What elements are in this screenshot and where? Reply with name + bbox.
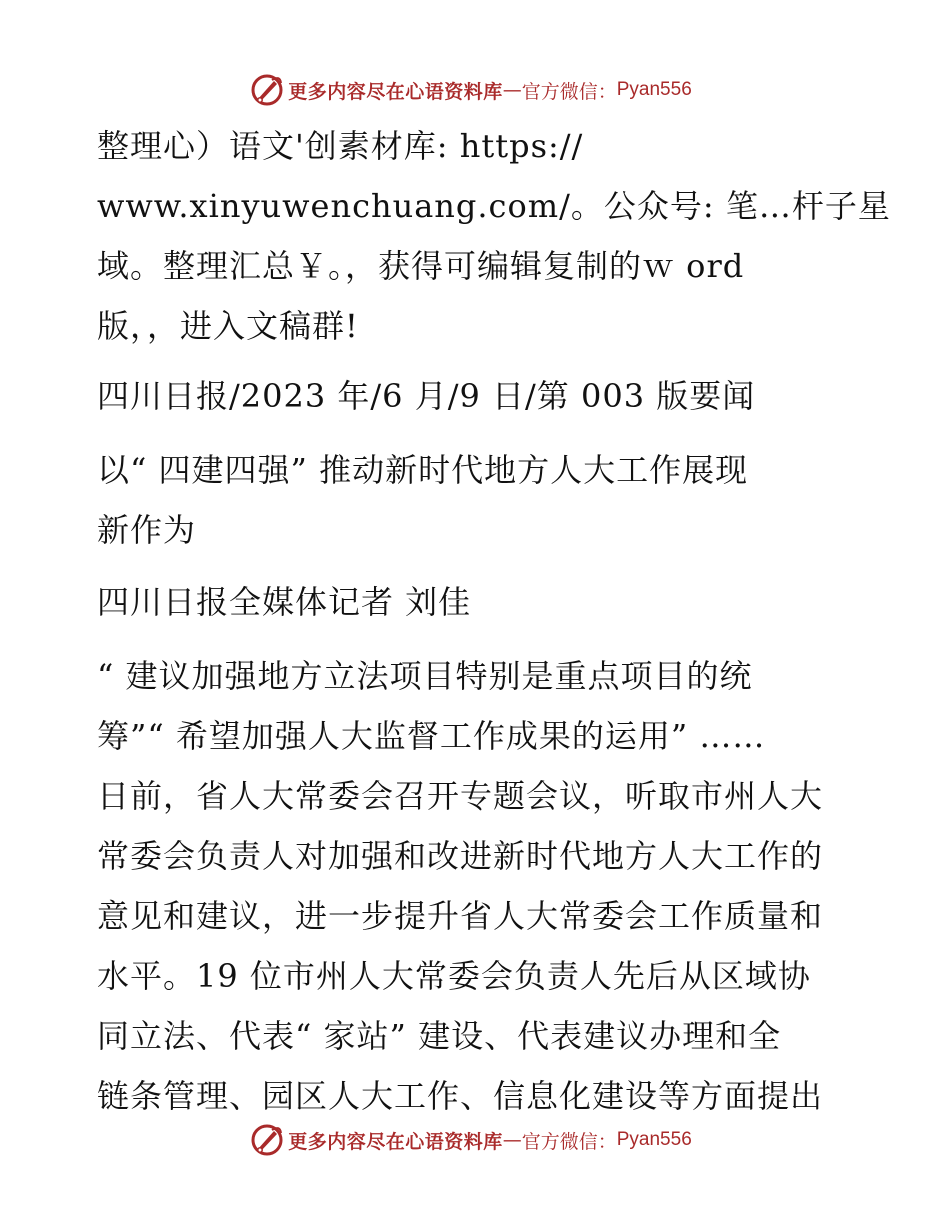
body-line: “ 建议加强地方立法项目特别是重点项目的统 xyxy=(97,657,753,695)
banner-wechat-id: Pyan556 xyxy=(616,1129,692,1150)
headline xyxy=(97,440,857,560)
body-line: 常委会负责人对加强和改进新时代地方人大工作的 xyxy=(97,837,824,875)
banner-dash: — xyxy=(502,79,522,101)
body-line: 同立法、代表“ 家站” 建设、代表建议办理和全 xyxy=(97,1017,782,1055)
footer-banner xyxy=(0,1120,950,1160)
banner-wechat-id: Pyan556 xyxy=(616,79,692,100)
source-info xyxy=(97,366,857,426)
quill-logo-icon xyxy=(250,1123,284,1157)
banner-content xyxy=(250,73,692,107)
headline-line: 以“ 四建四强” 推动新时代地方人大工作展现 xyxy=(97,451,749,489)
intro-line: www.xinyuwenchuang.com/。公众号: 笔…杆子星 xyxy=(97,187,891,225)
banner-dash: — xyxy=(502,1129,522,1151)
byline xyxy=(97,572,857,632)
body-line: 日前，省人大常委会召开专题会议，听取市州人大 xyxy=(97,777,824,815)
body-line: 筹”“ 希望加强人大监督工作成果的运用” …… xyxy=(97,717,766,755)
body-line: 链条管理、园区人大工作、信息化建设等方面提出 xyxy=(97,1077,824,1115)
body-paragraph xyxy=(97,646,857,1126)
banner-content xyxy=(250,1123,692,1157)
intro-line: 版，，进入文稿群! xyxy=(97,307,359,345)
quill-logo-icon xyxy=(250,73,284,107)
intro-line: 域。整理汇总￥。，获得可编辑复制的ｗ ord xyxy=(97,247,745,285)
banner-title: 更多内容尽在心语资料库 xyxy=(288,80,503,103)
intro-paragraph xyxy=(97,116,891,356)
source-line: 四川日报/2023 年/6 月/9 日/第 003 版要闻 xyxy=(97,377,756,415)
intro-line: 整理心）语文'创素材库: https:// xyxy=(97,127,584,165)
headline-line: 新作为 xyxy=(97,511,197,549)
banner-title: 更多内容尽在心语资料库 xyxy=(288,1130,503,1153)
banner-wechat-label: 官方微信： xyxy=(521,80,617,103)
body-line: 水平。19 位市州人大常委会负责人先后从区域协 xyxy=(97,957,811,995)
banner-wechat-label: 官方微信： xyxy=(521,1130,617,1153)
byline-text: 四川日报全媒体记者 刘佳 xyxy=(97,583,472,621)
body-line: 意见和建议，进一步提升省人大常委会工作质量和 xyxy=(97,897,824,935)
header-banner xyxy=(0,70,950,110)
